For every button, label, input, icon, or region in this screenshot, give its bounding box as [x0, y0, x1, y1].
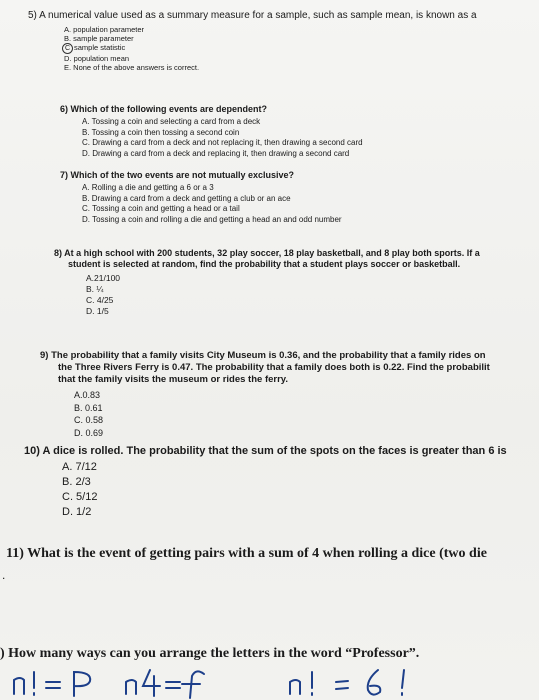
q7-option-c[interactable]: C. Tossing a coin and getting a head or a tail: [82, 204, 240, 213]
question-9-options: [74, 389, 490, 439]
question-10-text: 10) A dice is rolled. The probability that the sum of the spots on the faces is greater than 6 is: [24, 445, 507, 457]
question-8: [54, 248, 480, 317]
question-6: [60, 104, 363, 159]
q7-option-b[interactable]: B. Drawing a card from a deck and getting a club or an ace: [82, 193, 291, 203]
question-7-text: 7) Which of the two events are not mutually exclusive?: [60, 170, 295, 180]
q5-option-a[interactable]: A. population parameter: [64, 25, 145, 34]
stray-bullet-mark: .: [2, 568, 6, 582]
q10-option-b[interactable]: B. 2/3: [62, 476, 91, 488]
question-12-text: ) How many ways can you arrange the letters in the word “Professor”.: [0, 646, 420, 661]
question-6-options: [82, 117, 363, 159]
handwritten-answer-scribble: [0, 664, 539, 700]
q9-option-b[interactable]: B. 0.61: [74, 402, 103, 413]
q5-option-c[interactable]: [64, 43, 498, 54]
q10-option-d[interactable]: D. 1/2: [62, 506, 92, 518]
q9-option-a[interactable]: A.0.83: [74, 390, 101, 400]
question-10-options: [62, 460, 507, 520]
q10-option-a[interactable]: A. 7/12: [62, 461, 97, 473]
q9-option-d[interactable]: D. 0.69: [74, 427, 104, 438]
q8-option-d[interactable]: D. 1/5: [86, 306, 109, 316]
question-7-options: [82, 183, 342, 225]
question-5: [28, 10, 498, 72]
question-5-line1: 5) A numerical value used as a summary measure for a sample, such as sample mean, is known as a: [28, 10, 477, 21]
q9-option-c[interactable]: C. 0.58: [74, 415, 104, 425]
question-9: [40, 350, 490, 439]
q8-option-b[interactable]: B. ¼: [86, 284, 104, 294]
question-11-text: 11) What is the event of getting pairs with a sum of 4 when rolling a dice (two die: [6, 546, 487, 561]
question-5-text: [28, 10, 498, 21]
circled-answer-mark: C: [62, 43, 73, 54]
q7-option-d[interactable]: D. Tossing a coin and rolling a die and getting a head an and odd number: [82, 214, 342, 224]
q6-option-d[interactable]: D. Drawing a card from a deck and replacing it, then drawing a second card: [82, 148, 350, 158]
q7-option-a[interactable]: A. Rolling a die and getting a 6 or a 3: [82, 183, 214, 192]
q5-option-e[interactable]: E. None of the above answers is correct.: [64, 63, 200, 72]
question-8-options: [86, 273, 480, 317]
q5-option-c-label: sample statistic: [74, 43, 126, 52]
q5-option-d[interactable]: D. population mean: [64, 54, 130, 63]
q10-option-c[interactable]: C. 5/12: [62, 491, 98, 503]
question-6-text: 6) Which of the following events are dependent?: [60, 104, 268, 114]
question-9-line2: the Three Rivers Ferry is 0.47. The probability that a family does both is 0.22. Find the probabilit: [58, 362, 490, 373]
question-5-options: [64, 25, 498, 72]
question-9-line1: 9) The probability that a family visits City Museum is 0.36, and the probability that a family rides on: [40, 350, 486, 361]
q6-option-c[interactable]: C. Drawing a card from a deck and not replacing it, then drawing a second card: [82, 138, 363, 147]
question-9-line3: that the family visits the museum or rides the ferry.: [58, 374, 288, 385]
question-8-line1: 8) At a high school with 200 students, 32 play soccer, 18 play basketball, and 8 play both sports. If a: [54, 248, 480, 258]
question-10: [24, 445, 507, 520]
q6-option-b[interactable]: B. Tossing a coin then tossing a second coin: [82, 127, 240, 137]
q5-option-b[interactable]: B. sample parameter: [64, 34, 134, 43]
q8-option-c[interactable]: C. 4/25: [86, 295, 114, 305]
q6-option-a[interactable]: A. Tossing a coin and selecting a card from a deck: [82, 117, 261, 126]
q8-option-a[interactable]: A.21/100: [86, 273, 121, 283]
question-7: [60, 170, 342, 225]
question-8-line2: student is selected at random, find the probability that a student plays soccer or basketball.: [68, 259, 461, 269]
